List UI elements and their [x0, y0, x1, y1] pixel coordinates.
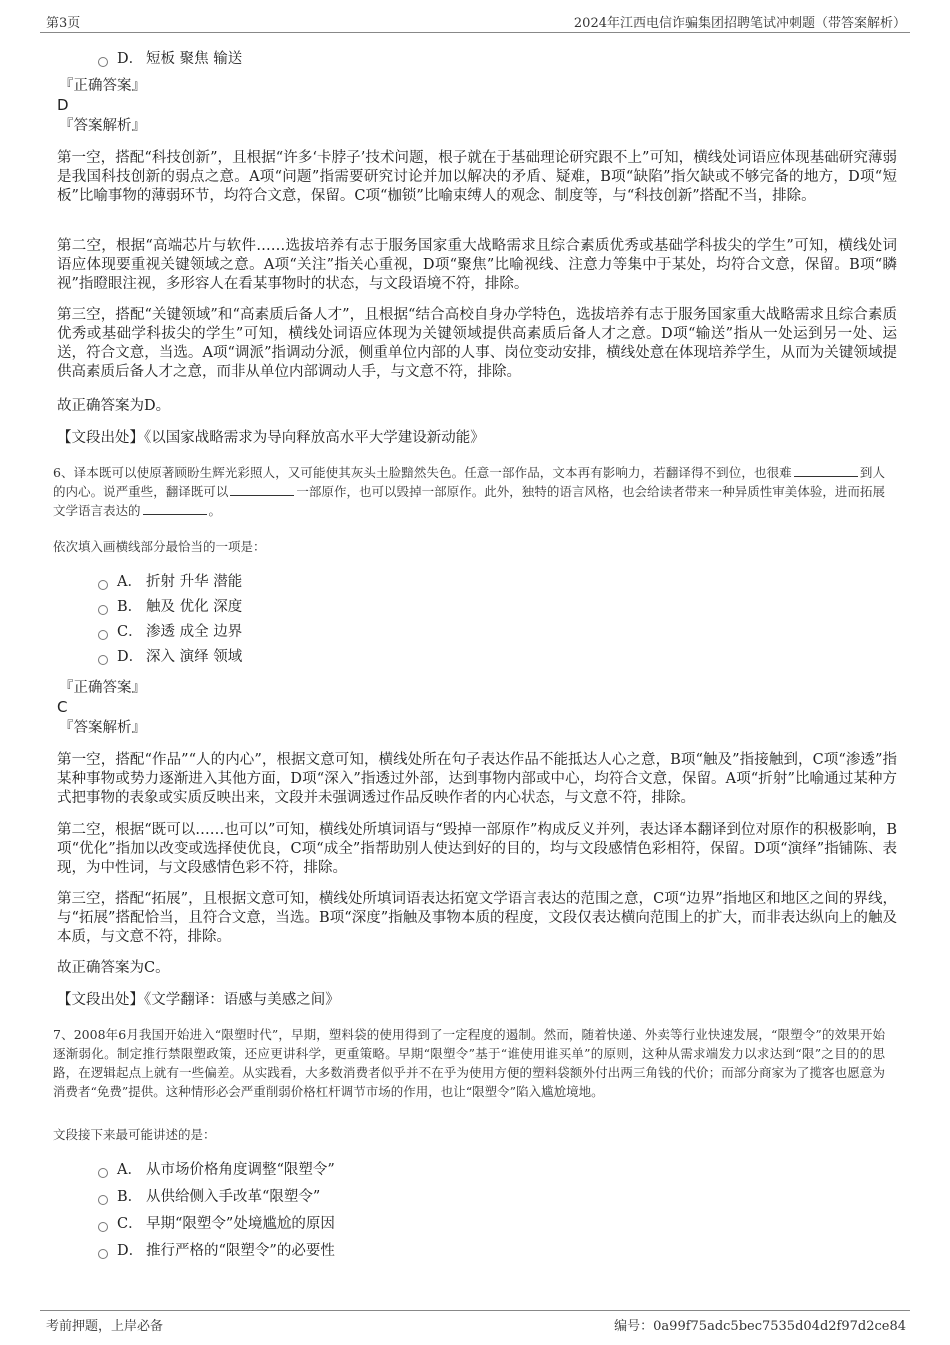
footer-slogan: 考前押题，上岸必备 [46, 1319, 164, 1334]
option-letter: C． [117, 624, 143, 640]
option-letter: D． [117, 649, 144, 665]
q7-option-c[interactable] [57, 1211, 897, 1238]
option-text: 早期“限塑令”处境尴尬的原因 [146, 1216, 335, 1232]
q7-stem: 7、2008年6月我国开始进入“限塑时代”，早期，塑料袋的使用得到了一定程度的遏制。然而，随着快递、外卖等行业快速发展，“限塑令”的效果开始逐渐弱化。制定推行禁限塑政策，还应更讲科学，更重策略。早期“限塑令”基于“谁使用谁买单”的原则，这种从需求端发力以求达到“限”之目的的思路，在逻辑起点上就有一些偏差。从实践看，大多数消费者似乎并不在乎为使用方便的塑料袋额外付出两三角钱的代价；而部分商家为了揽客也愿意为消费者“免费”提供。这种情形必会严重削弱价格杠杆调节市场的作用，也让“限塑令”陷入尴尬境地。 [53, 1027, 885, 1099]
q6-stem-part: 6、译本既可以使原著顾盼生辉光彩照人，又可能使其灰头土脸黯然失色。任意一部作品，文本再有影响力，若翻译得不到位，也很难 [53, 465, 792, 480]
document-title: 2024年江西电信诈骗集团招聘笔试冲刺题（带答案解析） [573, 16, 906, 31]
q6-option-a[interactable] [57, 570, 897, 595]
option-letter: A． [117, 574, 142, 590]
q6-analysis-paragraph: 第二空，根据“既可以……也可以”可知，横线处所填词语与“毁掉一部原作”构成反义并列，表达译本翻译到位对原作的积极影响，B项“优化”指加以改变或选择使优良，C项“成全”指帮助别人使达到好的目的，均与文段感情色彩相符，保留。D项“演绎”指铺陈、表现，为中性词，与文段感情色彩不符，排除。 [57, 822, 897, 876]
radio-icon[interactable] [98, 1222, 108, 1232]
q7-option-b[interactable] [57, 1184, 897, 1211]
q7-prompt: 文段接下来最可能讲述的是： [53, 1127, 216, 1142]
blank-line [143, 502, 207, 515]
q5-conclusion: 故正确答案为D。 [57, 398, 171, 414]
q5-answer: D [57, 96, 69, 114]
option-text: 折射 升华 潜能 [146, 574, 243, 590]
page-header [40, 10, 910, 33]
radio-icon[interactable] [98, 630, 108, 640]
radio-icon[interactable] [98, 57, 108, 67]
option-letter: D． [117, 51, 144, 67]
option-text: 推行严格的“限塑令”的必要性 [146, 1243, 335, 1259]
option-text: 从市场价格角度调整“限塑令” [146, 1162, 335, 1178]
q5-analysis-paragraph: 第二空，根据“高端芯片与软件……选拔培养有志于服务国家重大战略需求且综合素质优秀或基础学科拔尖的学生”可知，横线处词语应体现要重视关键领域之意。A项“关注”指关心重视，D项“聚焦”比喻视线、注意力等集中于某处，均符合文意，保留。B项“瞵视”指瞪眼注视，多形容人在看某事物时的状态，与文段语境不符，排除。 [57, 238, 897, 292]
q7-option-a[interactable] [57, 1157, 897, 1184]
q6-option-c[interactable] [57, 620, 897, 645]
q6-analysis-tag: 『答案解析』 [59, 720, 146, 736]
q6-analysis-paragraph: 第三空，搭配“拓展”，且根据文意可知，横线处所填词语表达拓宽文学语言表达的范围之意，C项“边界”指地区和地区之间的界线，与“拓展”搭配恰当，且符合文意，当选。B项“深度”指触及事物本质的程度，文段仅表达横向范围上的扩大，而非表达纵向上的触及本质，与文意不符，排除。 [57, 891, 897, 945]
q6-options [57, 570, 897, 670]
source-label: 【文段出处】 [57, 430, 144, 446]
option-letter: B． [117, 599, 143, 615]
q6-stem-part: 一部原作，也可以毁掉一部原作。此外，独特的语言风格，也会给读者带来一种异质性审美体验，进而拓展文学语言表达的 [53, 484, 885, 518]
page-footer [40, 1310, 910, 1335]
q6-analysis-paragraph: 第一空，搭配“作品”“人的内心”，根据文意可知，横线处所在句子表达作品不能抵达人心之意，B项“触及”指接触到，C项“渗透”指某种事物或势力逐渐进入其他方面，D项“深入”指透过外部，达到事物内部或中心，均符合文意，保留。A项“折射”比喻通过某种方式把事物的表象或实质反映出来，文段并未强调透过作品反映作者的内心状态，与文意不符，排除。 [57, 752, 897, 806]
q5-source [57, 428, 485, 448]
q5-analysis-tag: 『答案解析』 [59, 118, 146, 134]
radio-icon[interactable] [98, 580, 108, 590]
blank-line [230, 483, 294, 496]
q6-answer: C [57, 698, 68, 716]
source-title: 《文学翻译：语感与美感之间》 [144, 992, 340, 1008]
q6-option-b[interactable] [57, 595, 897, 620]
radio-icon[interactable] [98, 655, 108, 665]
q5-answer-tag: 『正确答案』 [59, 78, 146, 94]
q6-prompt: 依次填入画横线部分最恰当的一项是： [53, 539, 266, 554]
option-text: 深入 演绎 领域 [146, 649, 243, 665]
page-number: 第3页 [46, 16, 81, 31]
option-text: 短板 聚焦 输送 [146, 51, 243, 67]
q6-stem-part: 到人的内心。说严重些，翻译既可以 [53, 465, 885, 499]
source-label: 【文段出处】 [57, 992, 144, 1008]
q7-options [57, 1157, 897, 1265]
document-id: 编号：0a99f75adc5bec7535d04d2f97d2ce84 [614, 1319, 906, 1334]
radio-icon[interactable] [98, 1195, 108, 1205]
q6-stem [53, 463, 885, 520]
option-letter: D． [117, 1243, 144, 1259]
option-letter: C． [117, 1216, 143, 1232]
q5-analysis-paragraph: 第一空，搭配“科技创新”，且根据“许多‘卡脖子’技术问题，根子就在于基础理论研究跟不上”可知，横线处词语应体现基础研究薄弱是我国科技创新的弱点之意。A项“问题”指需要研究讨论并加以解决的矛盾、疑难，B项“缺陷”指欠缺或不够完备的地方，D项“短板”比喻事物的薄弱环节，均符合文意，保留。C项“枷锁”比喻束缚人的观念、制度等，与“科技创新”搭配不当，排除。 [57, 150, 897, 204]
option-text: 从供给侧入手改革“限塑令” [146, 1189, 321, 1205]
q6-conclusion: 故正确答案为C。 [57, 960, 170, 976]
q5-option-d[interactable] [57, 47, 897, 72]
q7-option-d[interactable] [57, 1238, 897, 1265]
source-title: 《以国家战略需求为导向释放高水平大学建设新动能》 [144, 430, 485, 446]
radio-icon[interactable] [98, 1168, 108, 1178]
radio-icon[interactable] [98, 605, 108, 615]
q6-option-d[interactable] [57, 645, 897, 670]
q6-answer-tag: 『正确答案』 [59, 680, 146, 696]
q5-analysis-paragraph: 第三空，搭配“关键领域”和“高素质后备人才”，且根据“结合高校自身办学特色，选拔培养有志于服务国家重大战略需求且综合素质优秀或基础学科拔尖的学生”可知，横线处词语应体现为关键领域提供高素质后备人才之意。D项“输送”指从一处运到另一处、运送，符合文意，当选。A项“调派”指调动分派，侧重单位内部的人事、岗位变动安排，横线处意在体现培养学生，从而为关键领域提供高素质后备人才之意，而非从单位内部调动人手，与文意不符，排除。 [57, 307, 897, 380]
radio-icon[interactable] [98, 1249, 108, 1259]
q6-stem-part: 。 [208, 503, 222, 518]
option-text: 渗透 成全 边界 [146, 624, 243, 640]
q6-source [57, 990, 340, 1010]
option-letter: B． [117, 1189, 143, 1205]
blank-line [794, 464, 858, 477]
option-letter: A． [117, 1162, 142, 1178]
option-text: 触及 优化 深度 [146, 599, 243, 615]
